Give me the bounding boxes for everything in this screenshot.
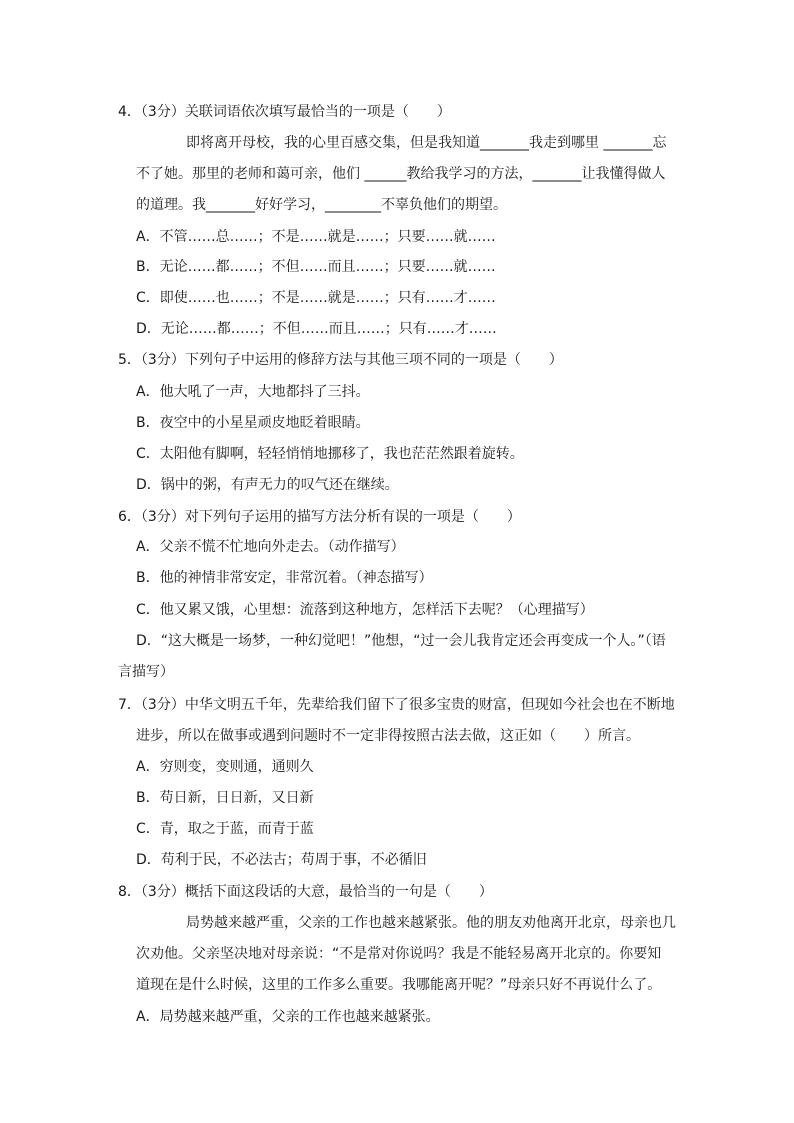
question-5-stem: 5．（3分）下列句子中运用的修辞方法与其他三项不同的一项是（ ） [118,352,563,368]
question-8-option-a[interactable]: A．局势越来越严重，父亲的工作也越来越紧张。 [136,1009,440,1025]
question-7-option-c[interactable]: C．青，取之于蓝，而青于蓝 [136,821,314,837]
question-4-passage-line-3: 的道理。我_______好好学习，________不辜负他们的期望。 [136,197,507,213]
question-5-option-d[interactable]: D．锅中的粥，有声无力的叹气还在继续。 [136,477,399,493]
question-6-stem: 6．（3分）对下列句子运用的描写方法分析有误的一项是（ ） [118,509,521,525]
question-7-option-d[interactable]: D．苟利于民，不必法古；苟周于事，不必循旧 [136,852,427,868]
question-5-option-b[interactable]: B．夜空中的小星星顽皮地眨着眼睛。 [136,415,370,431]
question-5-option-a[interactable]: A．他大吼了一声，大地都抖了三抖。 [136,384,370,400]
question-8-passage-line-3: 道现在是什么时候，这里的工作多么重要。我哪能离开呢？”母亲只好不再说什么了。 [136,977,662,993]
question-6-option-c[interactable]: C．他又累又饿，心里想：流落到这种地方，怎样活下去呢？（心理描写） [136,602,594,618]
question-4-passage-line-1: 即将离开母校，我的心里百感交集，但是我知道_______我走到哪里 _______忘 [186,135,667,151]
question-6-option-d-continued: 言描写） [118,664,174,680]
question-6-option-d[interactable]: D．“这大概是一场梦，一种幻觉吧！”他想，“过一会儿我肯定还会再变成一个人。”（语 [136,633,666,649]
question-8-passage-line-1: 局势越来越严重，父亲的工作也越来越紧张。他的朋友劝他离开北京，母亲也几 [186,915,676,931]
question-4-passage-line-2: 不了她。那里的老师和蔼可亲，他们 ______教给我学习的方法，_______让我懂得做人 [136,166,666,182]
question-7-stem: 7．（3分）中华文明五千年，先辈给我们留下了很多宝贵的财富，但现如今社会也在不断地 [118,697,675,713]
question-4-option-a[interactable]: A．不管……总……；不是……就是……；只要……就…… [136,229,496,245]
question-4-option-d[interactable]: D．无论……都……；不但……而且……；只有……才…… [136,321,497,337]
question-8-passage-line-2: 次劝他。父亲坚决地对母亲说：“不是常对你说吗？我是不能轻易离开北京的。你要知 [136,946,662,962]
question-6-option-a[interactable]: A．父亲不慌不忙地向外走去。（动作描写） [136,539,405,555]
question-8-stem: 8．（3分）概括下面这段话的大意，最恰当的一句是（ ） [118,884,493,900]
question-7-option-b[interactable]: B．苟日新，日日新，又日新 [136,790,314,806]
question-5-option-c[interactable]: C．太阳他有脚啊，轻轻悄悄地挪移了，我也茫茫然跟着旋转。 [136,446,524,462]
question-4-option-c[interactable]: C．即使……也……；不是……就是……；只有……才…… [136,290,496,306]
question-6-option-b[interactable]: B．他的神情非常安定，非常沉着。（神态描写） [136,570,433,586]
question-4-option-b[interactable]: B．无论……都……；不但……而且……；只要……就…… [136,259,496,275]
question-7-option-a[interactable]: A．穷则变，变则通，通则久 [136,759,314,775]
question-4-stem: 4．（3分）关联词语依次填写最恰当的一项是（ ） [118,104,451,120]
question-7-stem-continued: 进步，所以在做事或遇到问题时不一定非得按照古法去做，这正如（ ）所言。 [136,728,640,744]
